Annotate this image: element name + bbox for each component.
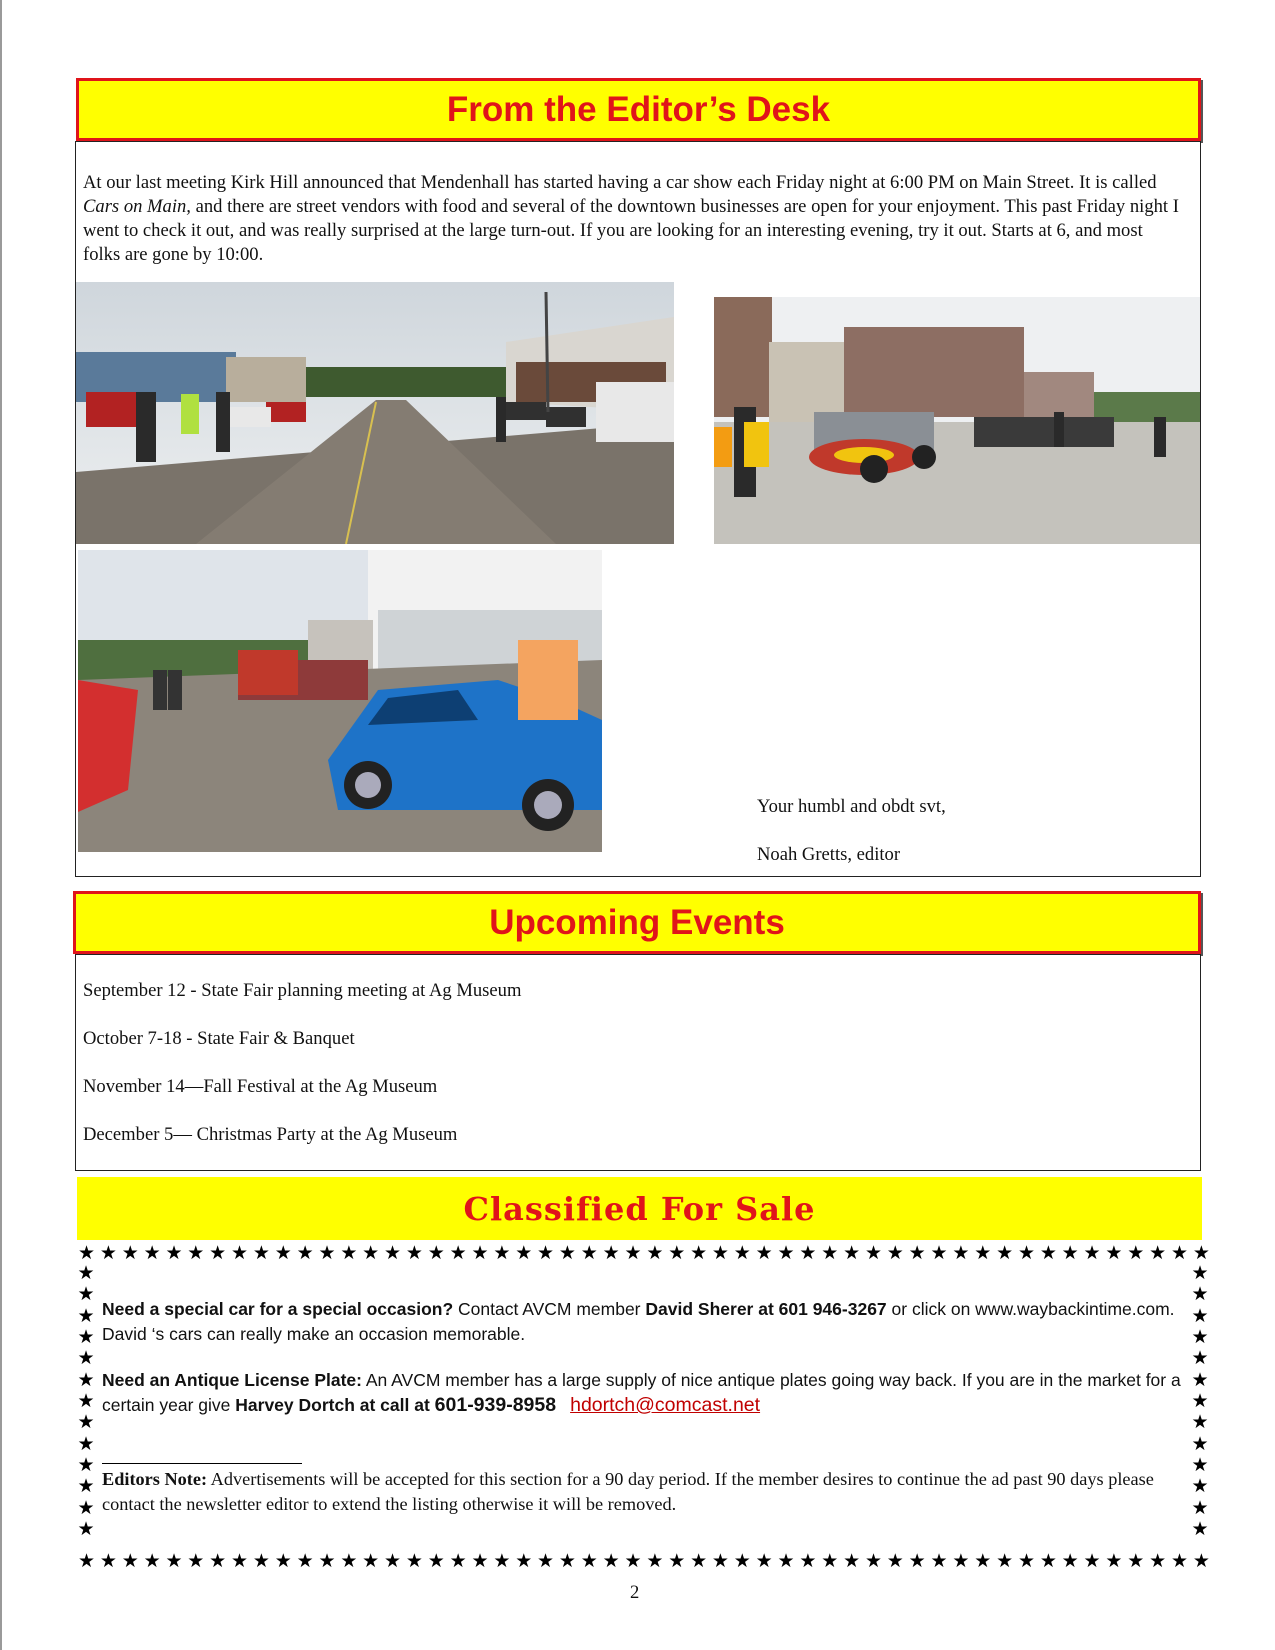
editor-signoff: Your humbl and obdt svt, — [757, 796, 946, 817]
editor-title: From the Editor’s Desk — [446, 89, 831, 129]
editor-banner — [76, 78, 1201, 141]
editor-intro: At our last meeting Kirk Hill announced that Mendenhall has started having a car show each Friday night at 6:00 PM on Main Street. It is called Cars on Main, and there are street vendors with food and several of the downtown businesses are open for your enjoyment. This past Friday night I went to check it out, and was really surprised at the large turn-out. If you are looking for an interesting evening, try it out. Starts at 6, and most folks are gone by 10:00. — [83, 172, 1179, 265]
star-icon: ★ — [996, 1242, 1014, 1264]
star-icon: ★ — [580, 1550, 598, 1572]
page-number: 2 — [630, 1582, 640, 1603]
editors-note: Editors Note: Advertisements will be accepted for this section for a 90 day period. If the member desires to continue the ad past 90 days please contact the newsletter editor to extend the listing otherwise it will be removed. — [102, 1469, 1154, 1514]
star-icon: ★ — [733, 1550, 751, 1572]
star-icon: ★ — [231, 1242, 249, 1264]
star-icon: ★ — [449, 1242, 467, 1264]
star-icon: ★ — [77, 1325, 95, 1348]
star-icon: ★ — [843, 1242, 861, 1264]
star-icon: ★ — [668, 1242, 686, 1264]
star-icon: ★ — [1105, 1550, 1123, 1572]
star-icon: ★ — [99, 1550, 117, 1572]
star-icon: ★ — [187, 1550, 205, 1572]
star-icon: ★ — [318, 1550, 336, 1572]
star-icon: ★ — [165, 1242, 183, 1264]
star-icon: ★ — [952, 1550, 970, 1572]
event-item: December 5— Christmas Party at the Ag Museum — [83, 1124, 458, 1145]
star-icon: ★ — [405, 1550, 423, 1572]
star-icon: ★ — [974, 1550, 992, 1572]
star-icon: ★ — [733, 1242, 751, 1264]
star-icon: ★ — [77, 1411, 95, 1434]
star-icon: ★ — [296, 1242, 314, 1264]
star-icon: ★ — [690, 1242, 708, 1264]
star-icon: ★ — [143, 1550, 161, 1572]
star-icon: ★ — [821, 1242, 839, 1264]
star-icon: ★ — [77, 1475, 95, 1498]
star-icon: ★ — [1061, 1550, 1079, 1572]
car-show-photo-blue-camaro — [78, 550, 602, 852]
star-icon: ★ — [1105, 1242, 1123, 1264]
star-icon: ★ — [1191, 1517, 1209, 1540]
star-border-bottom — [78, 1551, 1210, 1571]
star-icon: ★ — [1191, 1453, 1209, 1476]
star-icon: ★ — [1192, 1550, 1210, 1572]
star-icon: ★ — [1017, 1242, 1035, 1264]
star-icon: ★ — [77, 1496, 95, 1519]
classified-ad-license-plate: Need an Antique License Plate: An AVCM member has a large supply of nice antique plates going way back. If you are in the market for a certain year give Harvey Dortch at call at 601-939-8958 hdortch@comcast.net — [102, 1370, 1181, 1416]
star-icon: ★ — [1039, 1242, 1057, 1264]
star-icon: ★ — [340, 1550, 358, 1572]
star-icon: ★ — [777, 1242, 795, 1264]
star-icon: ★ — [1191, 1262, 1209, 1284]
star-icon: ★ — [99, 1242, 117, 1264]
star-icon: ★ — [121, 1550, 139, 1572]
star-icon: ★ — [1191, 1347, 1209, 1370]
star-icon: ★ — [864, 1242, 882, 1264]
star-icon: ★ — [427, 1242, 445, 1264]
star-icon: ★ — [274, 1242, 292, 1264]
events-title: Upcoming Events — [489, 902, 785, 942]
star-icon: ★ — [427, 1550, 445, 1572]
star-icon: ★ — [405, 1242, 423, 1264]
star-icon: ★ — [886, 1550, 904, 1572]
event-item: October 7-18 - State Fair & Banquet — [83, 1028, 355, 1049]
star-icon: ★ — [580, 1242, 598, 1264]
star-icon: ★ — [602, 1242, 620, 1264]
star-icon: ★ — [77, 1517, 95, 1540]
star-icon: ★ — [77, 1283, 95, 1306]
star-icon: ★ — [77, 1347, 95, 1370]
star-icon: ★ — [209, 1242, 227, 1264]
classified-title: Classified For Sale — [463, 1189, 816, 1228]
classified-ad-special-car: Need a special car for a special occasion? Contact AVCM member David Sherer at 601 946-3267 or click on www.waybackintime.com. David ‘s cars can really make an occasion memorable. — [102, 1299, 1175, 1344]
star-icon: ★ — [558, 1550, 576, 1572]
email-link[interactable]: hdortch@comcast.net — [570, 1394, 761, 1416]
star-icon: ★ — [646, 1550, 664, 1572]
star-icon: ★ — [515, 1550, 533, 1572]
star-icon: ★ — [384, 1242, 402, 1264]
star-icon: ★ — [493, 1550, 511, 1572]
star-icon: ★ — [974, 1242, 992, 1264]
star-icon: ★ — [296, 1550, 314, 1572]
star-icon: ★ — [1017, 1550, 1035, 1572]
star-icon: ★ — [821, 1550, 839, 1572]
star-icon: ★ — [1191, 1411, 1209, 1434]
event-item: September 12 - State Fair planning meeting at Ag Museum — [83, 980, 522, 1001]
star-icon: ★ — [1191, 1325, 1209, 1348]
star-icon: ★ — [231, 1550, 249, 1572]
star-icon: ★ — [187, 1242, 205, 1264]
star-icon: ★ — [143, 1242, 161, 1264]
star-icon: ★ — [77, 1368, 95, 1391]
star-icon: ★ — [624, 1242, 642, 1264]
star-icon: ★ — [668, 1550, 686, 1572]
star-icon: ★ — [1191, 1304, 1209, 1327]
star-icon: ★ — [77, 1389, 95, 1412]
star-icon: ★ — [121, 1242, 139, 1264]
star-icon: ★ — [471, 1242, 489, 1264]
star-icon: ★ — [646, 1242, 664, 1264]
star-icon: ★ — [799, 1242, 817, 1264]
star-icon: ★ — [755, 1242, 773, 1264]
star-icon: ★ — [930, 1242, 948, 1264]
page-edge — [0, 0, 2, 1650]
star-icon: ★ — [449, 1550, 467, 1572]
star-icon: ★ — [711, 1242, 729, 1264]
star-icon: ★ — [340, 1242, 358, 1264]
editor-signature: Noah Gretts, editor — [757, 844, 901, 865]
divider — [102, 1463, 302, 1464]
star-icon: ★ — [930, 1550, 948, 1572]
star-icon: ★ — [1127, 1550, 1145, 1572]
star-icon: ★ — [1191, 1432, 1209, 1455]
star-icon: ★ — [799, 1550, 817, 1572]
star-icon: ★ — [252, 1242, 270, 1264]
star-icon: ★ — [843, 1550, 861, 1572]
star-icon: ★ — [1191, 1283, 1209, 1306]
star-icon: ★ — [515, 1242, 533, 1264]
star-icon: ★ — [493, 1242, 511, 1264]
star-icon: ★ — [318, 1242, 336, 1264]
star-icon: ★ — [996, 1550, 1014, 1572]
star-icon: ★ — [1061, 1242, 1079, 1264]
event-item: November 14—Fall Festival at the Ag Museum — [83, 1076, 438, 1097]
star-icon: ★ — [78, 1242, 96, 1264]
star-icon: ★ — [952, 1242, 970, 1264]
star-icon: ★ — [886, 1242, 904, 1264]
star-icon: ★ — [252, 1550, 270, 1572]
star-icon: ★ — [1149, 1550, 1167, 1572]
car-show-photo-main-street — [76, 282, 674, 544]
star-icon: ★ — [165, 1550, 183, 1572]
star-icon: ★ — [78, 1550, 96, 1572]
star-icon: ★ — [602, 1550, 620, 1572]
star-icon: ★ — [274, 1550, 292, 1572]
star-icon: ★ — [908, 1242, 926, 1264]
star-border-right — [1190, 1263, 1210, 1539]
star-icon: ★ — [1170, 1550, 1189, 1572]
star-icon: ★ — [77, 1453, 95, 1476]
car-show-photo-hot-rod — [714, 297, 1200, 544]
star-icon: ★ — [384, 1550, 402, 1572]
star-icon: ★ — [864, 1550, 882, 1572]
star-icon: ★ — [77, 1432, 95, 1455]
star-icon: ★ — [1149, 1242, 1167, 1264]
star-icon: ★ — [362, 1550, 380, 1572]
star-icon: ★ — [77, 1262, 95, 1284]
star-icon: ★ — [690, 1550, 708, 1572]
star-icon: ★ — [1191, 1389, 1209, 1412]
star-icon: ★ — [77, 1304, 95, 1327]
star-icon: ★ — [362, 1242, 380, 1264]
star-border-top — [78, 1243, 1210, 1263]
star-icon: ★ — [1191, 1475, 1209, 1498]
star-icon: ★ — [1191, 1368, 1209, 1391]
star-icon: ★ — [755, 1550, 773, 1572]
star-icon: ★ — [471, 1550, 489, 1572]
star-icon: ★ — [537, 1550, 555, 1572]
star-icon: ★ — [537, 1242, 555, 1264]
star-icon: ★ — [711, 1550, 729, 1572]
star-icon: ★ — [209, 1550, 227, 1572]
events-banner — [73, 891, 1201, 954]
star-icon: ★ — [1083, 1242, 1101, 1264]
star-icon: ★ — [1170, 1242, 1189, 1264]
star-icon: ★ — [1191, 1496, 1209, 1519]
star-icon: ★ — [1083, 1550, 1101, 1572]
star-icon: ★ — [624, 1550, 642, 1572]
star-icon: ★ — [1127, 1242, 1145, 1264]
star-border-left — [76, 1263, 96, 1539]
star-icon: ★ — [1192, 1242, 1210, 1264]
star-icon: ★ — [908, 1550, 926, 1572]
classified-banner — [77, 1177, 1202, 1240]
star-icon: ★ — [1039, 1550, 1057, 1572]
star-icon: ★ — [777, 1550, 795, 1572]
star-icon: ★ — [558, 1242, 576, 1264]
